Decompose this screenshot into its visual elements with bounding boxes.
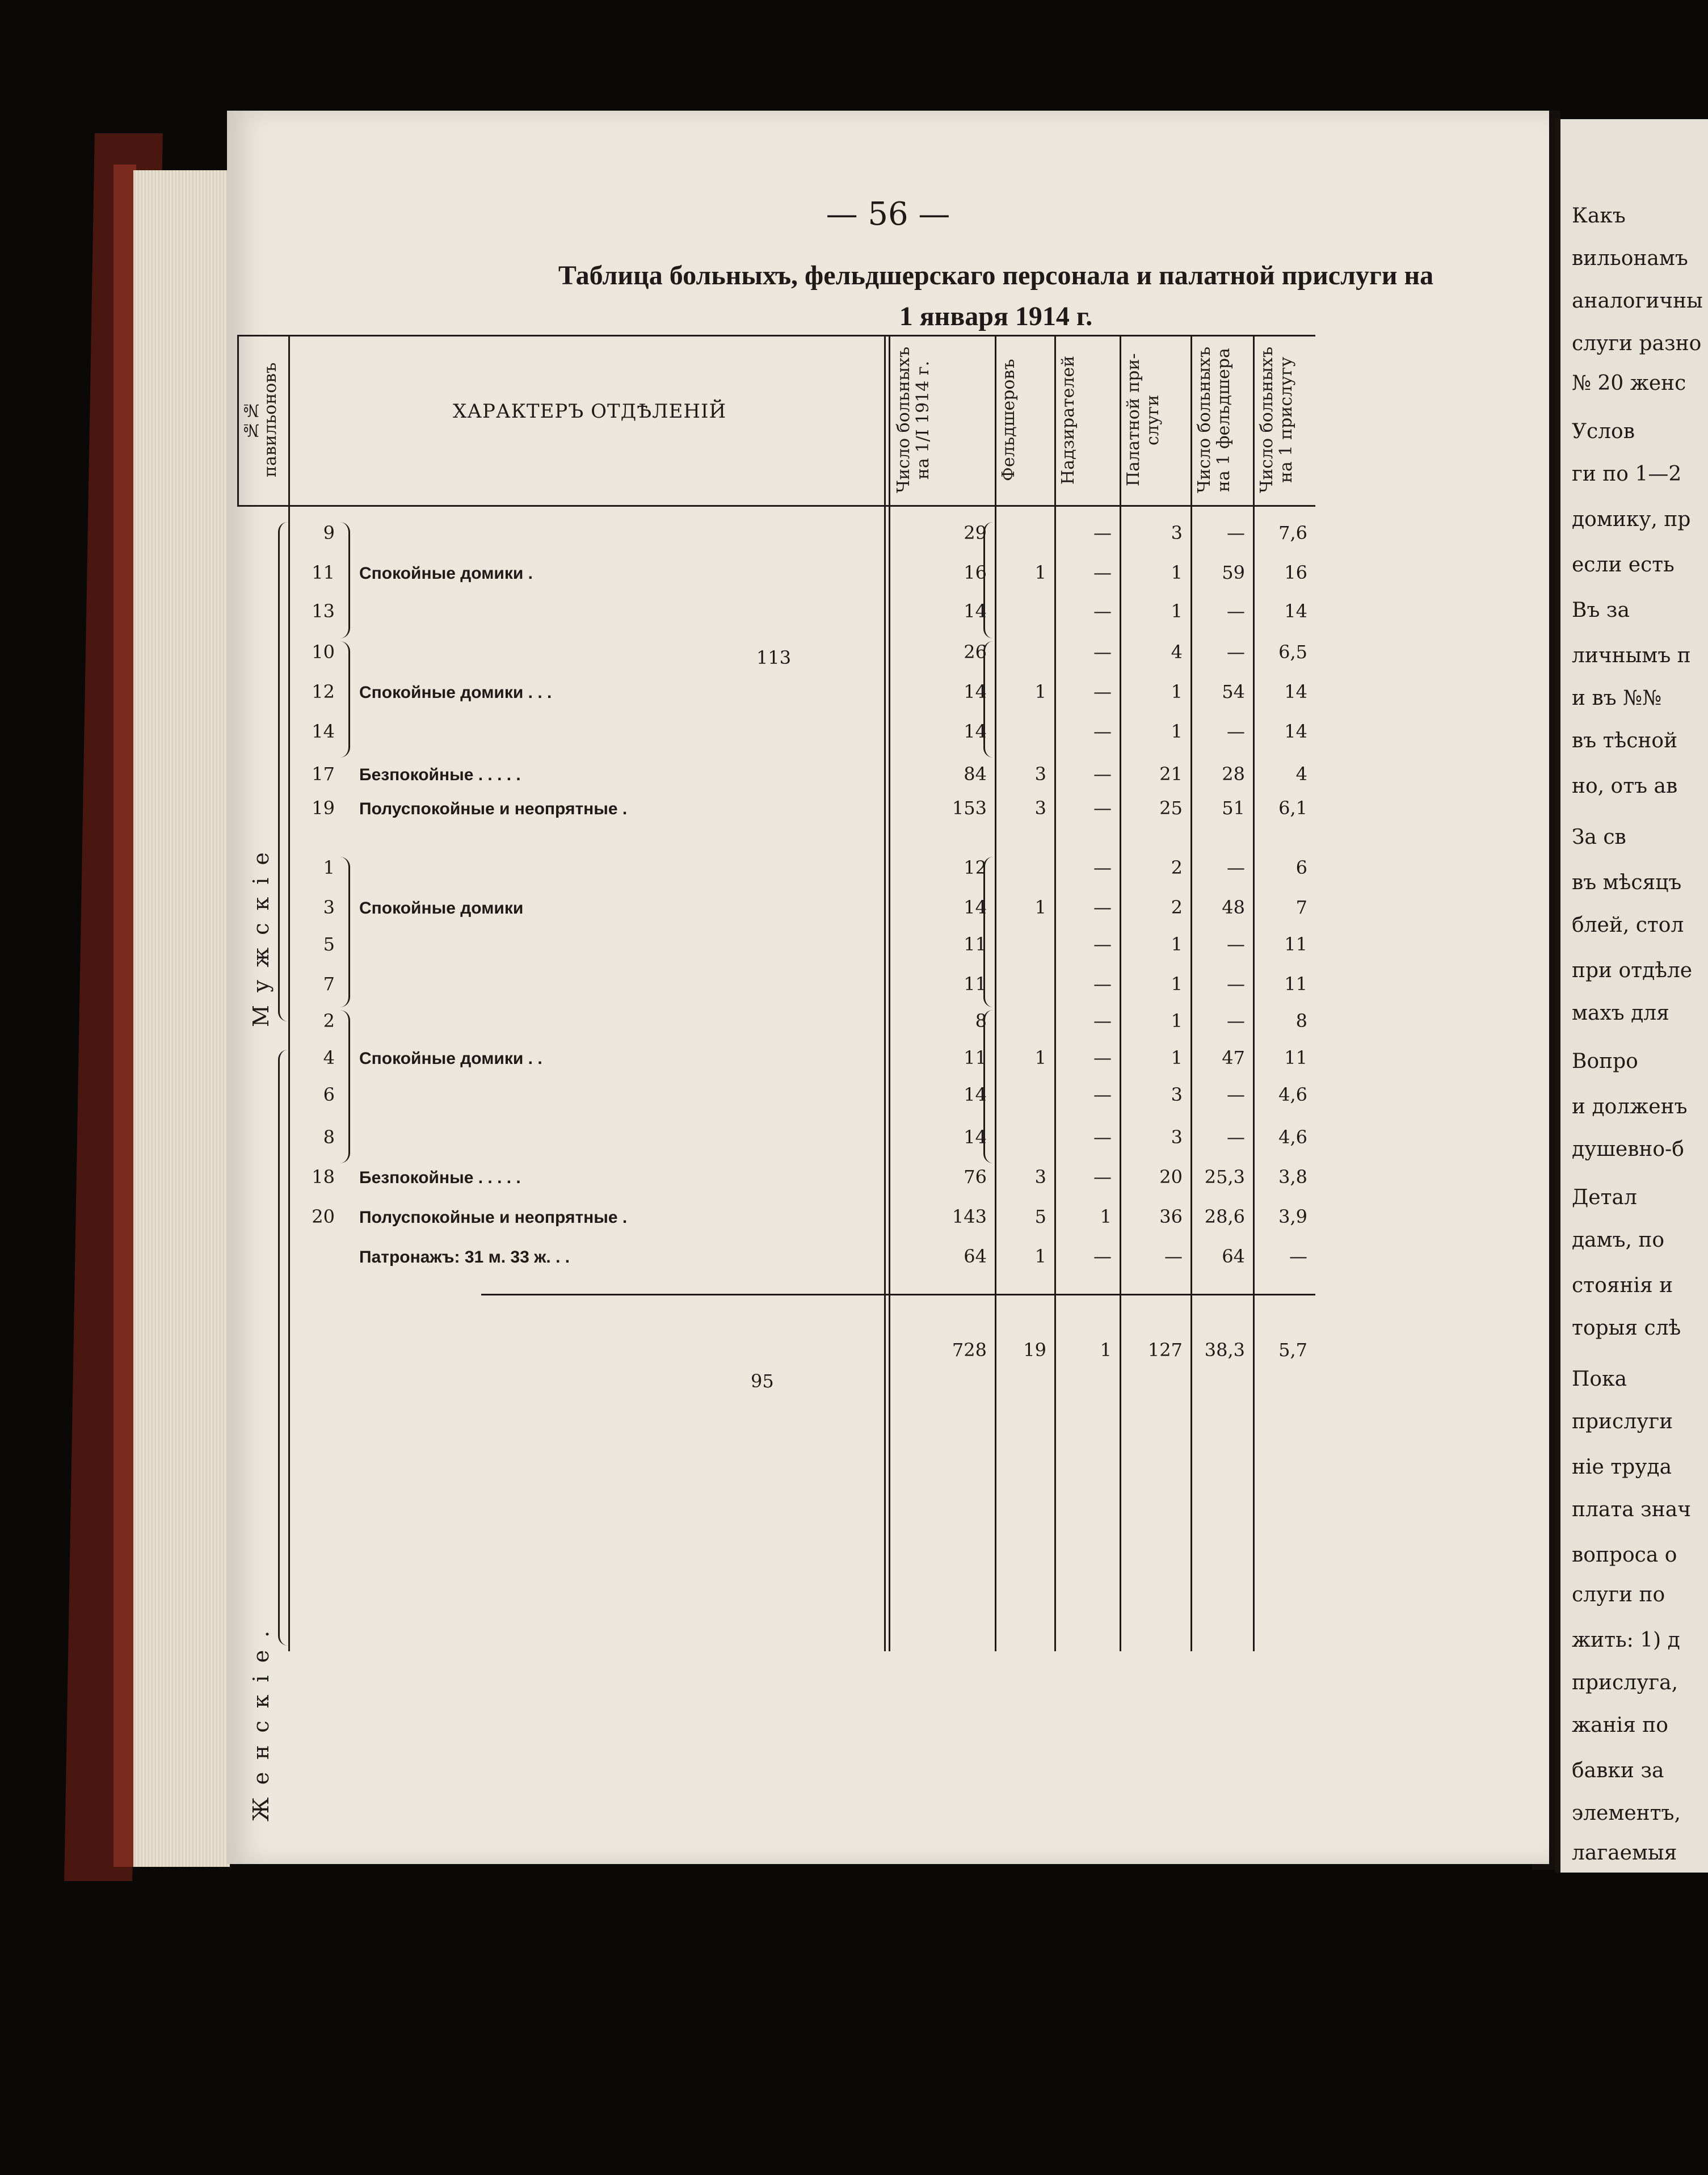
cell-ward: 1 <box>1171 562 1183 583</box>
group-label-male: Мужскіе <box>249 840 274 1027</box>
pavilion-number: 12 <box>312 681 335 702</box>
cell-ps: 14 <box>1284 600 1307 622</box>
pavilion-number: 11 <box>312 562 335 583</box>
cell-ps: 4,6 <box>1278 1126 1307 1148</box>
cell-pf: 28 <box>1222 763 1245 785</box>
cell-ps: 11 <box>1284 933 1307 955</box>
brace-houses <box>339 1010 350 1163</box>
cell-feld: 3 <box>1034 763 1046 785</box>
right-page-line: блей, стол <box>1572 914 1684 937</box>
cell-pf: 64 <box>1222 1246 1245 1267</box>
brace-patients <box>983 1010 993 1163</box>
cell-ward: 1 <box>1171 681 1183 702</box>
header-per-servant: Число больныхъ на 1 прислугу <box>1257 346 1296 494</box>
pavilion-number: 1 <box>323 857 335 878</box>
right-page-line: бавки за <box>1572 1759 1664 1782</box>
department-label: Полуспокойные и неопрятные . <box>359 800 628 818</box>
total-ward: 127 <box>1147 1339 1183 1361</box>
cell-sup: 1 <box>1100 1206 1112 1227</box>
cell-sup: — <box>1093 797 1112 819</box>
col-line-character <box>884 335 886 1651</box>
total-ps: 5,7 <box>1278 1339 1307 1361</box>
cell-ps: 6,5 <box>1278 641 1307 663</box>
brace-female <box>278 1050 288 1646</box>
table-top-rule <box>237 335 1315 336</box>
cell-ps: 11 <box>1284 1047 1307 1068</box>
right-page-line: жить: 1) д <box>1572 1629 1680 1652</box>
cell-patients: 11 <box>964 973 987 995</box>
cell-patients: 11 <box>964 1047 987 1068</box>
right-page-line: слуги разно <box>1572 332 1702 355</box>
right-page-line: и въ №№ <box>1572 687 1662 710</box>
pavilion-number: 3 <box>323 897 335 918</box>
totals-rule <box>481 1294 1315 1295</box>
cell-ps: 6,1 <box>1278 797 1307 819</box>
brace-houses <box>339 522 350 638</box>
cell-ward: 25 <box>1159 797 1183 819</box>
cell-patients: 14 <box>964 681 987 702</box>
title-line-2: 1 января 1914 г. <box>899 301 1093 331</box>
cell-patients: 143 <box>952 1206 987 1227</box>
cell-pf: 48 <box>1222 897 1245 918</box>
cell-ps: 7,6 <box>1278 522 1307 544</box>
right-page-line: Детал <box>1572 1186 1637 1209</box>
department-label: Безпокойные . . . . . <box>359 765 521 784</box>
cell-patients: 8 <box>975 1010 987 1032</box>
cell-sup: — <box>1093 1246 1112 1267</box>
cell-patients: 29 <box>964 522 987 544</box>
title-line-1: Таблица больныхъ, фельдшерскаго персонала и палатной прислуги на <box>558 260 1434 291</box>
left-page <box>227 111 1549 1864</box>
cell-ps: — <box>1289 1246 1307 1267</box>
right-page-line: вопроса о <box>1572 1543 1677 1567</box>
cell-ward: 20 <box>1159 1166 1183 1188</box>
cell-ps: 4,6 <box>1278 1084 1307 1105</box>
cell-sup: — <box>1093 600 1112 622</box>
cell-sup: — <box>1093 721 1112 742</box>
right-page-line: вильонамъ <box>1572 247 1688 270</box>
cell-feld: 1 <box>1034 681 1046 702</box>
cell-sup: — <box>1093 1047 1112 1068</box>
right-page-line: ніе труда <box>1572 1455 1672 1479</box>
right-page-line: прислуги <box>1572 1410 1673 1433</box>
cell-pf: — <box>1227 857 1245 878</box>
total-patients: 728 <box>952 1339 987 1361</box>
right-page-line: аналогичны <box>1572 289 1703 313</box>
right-page-line: дамъ, по <box>1572 1229 1665 1252</box>
cell-sup: — <box>1093 1126 1112 1148</box>
page-number: — 56 — <box>826 196 950 233</box>
department-label: Спокойные домики . . <box>359 1049 542 1068</box>
cell-pf: — <box>1227 1084 1245 1105</box>
table-title <box>485 255 1507 337</box>
department-label: Полуспокойные и неопрятные . <box>359 1208 628 1227</box>
brace-patients <box>983 857 993 1007</box>
right-page-line: торыя слѣ <box>1572 1316 1681 1340</box>
header-ward-staff: Палатной при-слуги <box>1124 353 1163 487</box>
cell-patients: 153 <box>952 797 987 819</box>
pavilion-number: 20 <box>312 1206 335 1227</box>
cell-ward: 1 <box>1171 1047 1183 1068</box>
cell-pf: 51 <box>1222 797 1245 819</box>
header-feldshers: Фельдшеровъ <box>999 359 1019 481</box>
total-sup: 1 <box>1100 1339 1112 1361</box>
pavilion-number: 10 <box>312 641 335 663</box>
cell-patients: 76 <box>964 1166 987 1188</box>
cell-pf: — <box>1227 1010 1245 1032</box>
right-page-line: № 20 женс <box>1572 372 1686 395</box>
cell-ward: 2 <box>1171 857 1183 878</box>
department-label: Спокойные домики . . . <box>359 683 552 702</box>
cell-ps: 8 <box>1295 1010 1307 1032</box>
brace-male <box>278 522 288 1021</box>
cell-patients: 84 <box>964 763 987 785</box>
cell-ps: 11 <box>1284 973 1307 995</box>
pavilion-number: 13 <box>312 600 335 622</box>
pavilion-number: 9 <box>323 522 335 544</box>
department-label: Спокойные домики . <box>359 564 533 583</box>
cell-patients: 12 <box>964 857 987 878</box>
cell-ward: 3 <box>1171 522 1183 544</box>
cell-patients: 64 <box>964 1246 987 1267</box>
cell-patients: 14 <box>964 897 987 918</box>
pavilion-number: 6 <box>323 1084 335 1105</box>
brace-patients <box>983 641 993 758</box>
right-page-line: въ тѣсной <box>1572 729 1678 752</box>
cell-pf: 54 <box>1222 681 1245 702</box>
right-page-line: ги по 1—2 <box>1572 462 1682 486</box>
department-label: Спокойные домики <box>359 899 524 918</box>
department-label: Патронажъ: 31 м. 33 ж. . . <box>359 1248 570 1267</box>
cell-ps: 6 <box>1295 857 1307 878</box>
total-pf: 38,3 <box>1204 1339 1245 1361</box>
cell-sup: — <box>1093 1084 1112 1105</box>
cell-ps: 3,9 <box>1278 1206 1307 1227</box>
cell-ward: 3 <box>1171 1084 1183 1105</box>
cell-pf: 47 <box>1222 1047 1245 1068</box>
group-total-male: 113 <box>756 647 792 668</box>
pavilion-number: 19 <box>312 797 335 819</box>
right-page-line: Услов <box>1572 420 1635 443</box>
col-line-left <box>237 335 239 505</box>
cell-sup: — <box>1093 933 1112 955</box>
cell-sup: — <box>1093 973 1112 995</box>
cell-pf: — <box>1227 1126 1245 1148</box>
total-feld: 19 <box>1023 1339 1046 1361</box>
cell-sup: — <box>1093 1166 1112 1188</box>
department-label: Безпокойные . . . . . <box>359 1168 521 1187</box>
pavilion-number: 17 <box>312 763 335 785</box>
group-total-female: 95 <box>751 1370 774 1392</box>
pavilion-number: 2 <box>323 1010 335 1032</box>
cell-ward: 1 <box>1171 933 1183 955</box>
header-pavilions: №№ павильоновъ <box>241 362 280 478</box>
cell-ward: 21 <box>1159 763 1183 785</box>
book-spine-highlight <box>113 165 136 1867</box>
right-page-line: стоянія и <box>1572 1274 1673 1297</box>
header-supervisors: Надзирателей <box>1058 355 1078 485</box>
cell-ps: 14 <box>1284 721 1307 742</box>
cell-pf: 25,3 <box>1204 1166 1245 1188</box>
cell-ward: 3 <box>1171 1126 1183 1148</box>
cell-sup: — <box>1093 897 1112 918</box>
header-per-feldsher: Число больныхъ на 1 фельдшера <box>1194 346 1234 494</box>
right-page-line: Пока <box>1572 1368 1627 1391</box>
cell-pf: — <box>1227 973 1245 995</box>
right-page-line: при отдѣле <box>1572 959 1693 982</box>
cell-patients: 11 <box>964 933 987 955</box>
header-bottom-rule <box>237 505 1315 507</box>
pavilion-number: 5 <box>323 933 335 955</box>
cell-patients: 14 <box>964 1126 987 1148</box>
cell-ps: 3,8 <box>1278 1166 1307 1188</box>
page-edges <box>133 170 230 1867</box>
cell-feld: 1 <box>1034 562 1046 583</box>
right-page-line: домику, пр <box>1572 508 1691 531</box>
right-page-line: лагаемыя <box>1572 1841 1677 1865</box>
cell-ward: 1 <box>1171 1010 1183 1032</box>
cell-feld: 3 <box>1034 1166 1046 1188</box>
brace-patients <box>983 522 993 638</box>
cell-sup: — <box>1093 641 1112 663</box>
brace-houses <box>339 641 350 758</box>
cell-patients: 26 <box>964 641 987 663</box>
cell-feld: 5 <box>1034 1206 1046 1227</box>
right-page-line: душевно-б <box>1572 1138 1684 1161</box>
cell-sup: — <box>1093 562 1112 583</box>
cell-feld: 1 <box>1034 897 1046 918</box>
right-page-line: Какъ <box>1572 204 1626 228</box>
cell-pf: — <box>1227 641 1245 663</box>
right-page-line: элементъ, <box>1572 1802 1681 1825</box>
cell-feld: 1 <box>1034 1246 1046 1267</box>
cell-sup: — <box>1093 1010 1112 1032</box>
cell-pf: 28,6 <box>1204 1206 1245 1227</box>
cell-ward: 36 <box>1159 1206 1183 1227</box>
cell-patients: 14 <box>964 721 987 742</box>
group-label-female: Женскіе. <box>249 1618 274 1821</box>
cell-ps: 14 <box>1284 681 1307 702</box>
right-page-line: въ мѣсяцъ <box>1572 871 1682 894</box>
cell-ward: 1 <box>1171 600 1183 622</box>
cell-pf: 59 <box>1222 562 1245 583</box>
cell-ward: 1 <box>1171 973 1183 995</box>
cell-ward: 4 <box>1171 641 1183 663</box>
cell-ps: 7 <box>1295 897 1307 918</box>
cell-patients: 14 <box>964 1084 987 1105</box>
cell-feld: 3 <box>1034 797 1046 819</box>
cell-pf: — <box>1227 721 1245 742</box>
pavilion-number: 7 <box>323 973 335 995</box>
right-page-line: если есть <box>1572 553 1675 577</box>
cell-sup: — <box>1093 857 1112 878</box>
cell-ward: — <box>1164 1246 1183 1267</box>
right-page-line: махъ для <box>1572 1002 1669 1025</box>
cell-feld: 1 <box>1034 1047 1046 1068</box>
pavilion-number: 18 <box>312 1166 335 1188</box>
cell-patients: 14 <box>964 600 987 622</box>
right-page-line: плата знач <box>1572 1498 1692 1521</box>
right-page-line: Вопро <box>1572 1050 1638 1073</box>
cell-sup: — <box>1093 681 1112 702</box>
cell-sup: — <box>1093 763 1112 785</box>
statistics-table <box>237 335 1307 1821</box>
cell-ward: 2 <box>1171 897 1183 918</box>
right-page-line: прислуга, <box>1572 1671 1678 1694</box>
right-page-line: личнымъ п <box>1572 644 1691 667</box>
cell-ward: 1 <box>1171 721 1183 742</box>
header-character: ХАРАКТЕРЪ ОТДѢЛЕНІЙ <box>453 400 727 423</box>
right-page-line: жанія по <box>1572 1714 1668 1737</box>
pavilion-number: 14 <box>312 721 335 742</box>
right-page-line: но, отъ ав <box>1572 775 1678 798</box>
right-page-line: Въ за <box>1572 599 1630 622</box>
pavilion-number: 4 <box>323 1047 335 1068</box>
col-line-patients <box>995 335 996 1651</box>
right-page-line: За св <box>1572 826 1626 849</box>
right-page <box>1555 119 1708 1873</box>
cell-pf: — <box>1227 600 1245 622</box>
cell-pf: — <box>1227 933 1245 955</box>
cell-ps: 4 <box>1295 763 1307 785</box>
right-page-line: и долженъ <box>1572 1095 1688 1118</box>
cell-patients: 16 <box>964 562 987 583</box>
right-page-line: слуги по <box>1572 1583 1665 1606</box>
header-patients: Число больныхъ на 1/I 1914 г. <box>894 346 933 494</box>
cell-pf: — <box>1227 522 1245 544</box>
pavilion-number: 8 <box>323 1126 335 1148</box>
cell-ps: 16 <box>1284 562 1307 583</box>
cell-sup: — <box>1093 522 1112 544</box>
brace-houses <box>339 857 350 1007</box>
